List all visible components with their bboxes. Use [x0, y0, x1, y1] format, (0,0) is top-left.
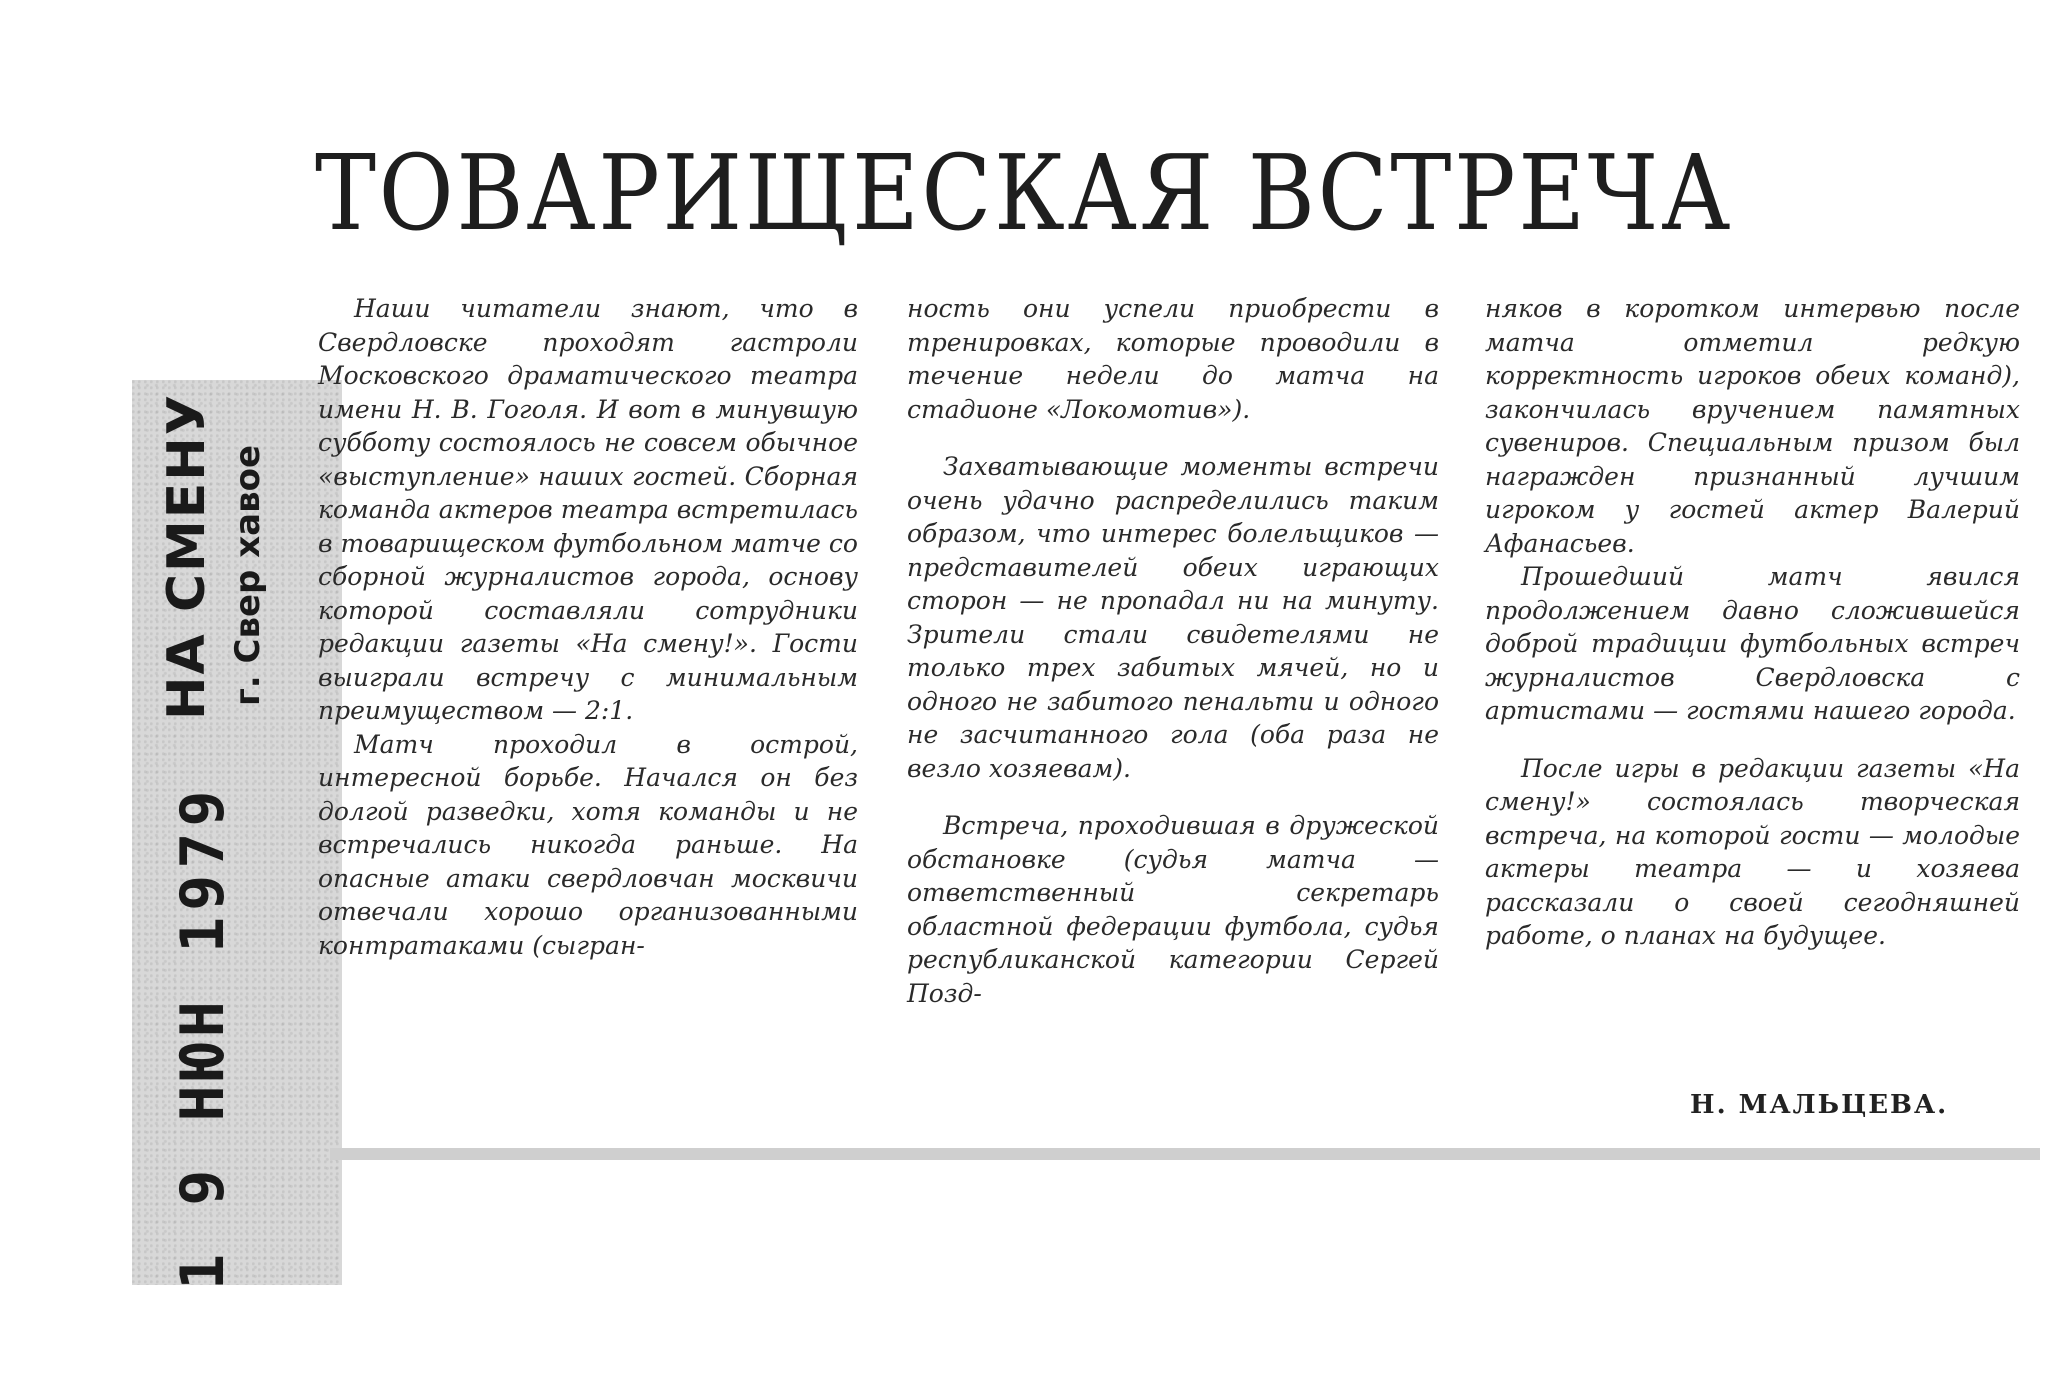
paragraph: Захватывающие моменты встречи очень удачно распределились таким образом, что интерес болельщиков — представителей обеих играющих сторон — не пропадал ни на минуту. Зрители стали свидетелями не только трех забитых мячей, но и одного не забитого пенальти и одного не засчитанного гола (оба раза не везло хозяевам).	[907, 452, 1439, 783]
paragraph: няков в коротком интервью после матча отметил редкую корректность игроков обеих команд), закончилась вручением памятных сувениров. Специальным призом был награжден признанный лучшим игроком у гостей актер Валерий Афанасьев.	[1485, 294, 2020, 558]
article-column-3	[1485, 292, 2020, 953]
paragraph: ность они успели приобрести в тренировках, которые проводили в течение недели до матча на стадионе «Локомотив»).	[907, 294, 1439, 424]
stamp-city: г. Свер xaвоe	[228, 444, 268, 706]
paragraph: Наши читатели знают, что в Свердловске проходят гастроли Московского драматического театра имени Н. В. Гоголя. И вот в минувшую субботу состоялось не совсем обычное «выступление» наших гостей. Сборная команда актеров театра встретилась в товарищеском футбольном матче со сборной журналистов города, основу которой составляли сотрудники редакции газеты «На смену!». Гости выиграли встречу с минимальным преимуществом — 2:1.	[318, 294, 858, 725]
article-column-2	[907, 292, 1439, 1010]
author-signature: Н. МАЛЬЦЕВА.	[1690, 1090, 1949, 1120]
article-column-1	[318, 292, 858, 962]
stamp-newspaper-name: НА СМЕНУ	[157, 393, 217, 720]
paragraph: Матч проходил в острой, интересной борьбе. Начался он без долгой разведки, хотя команды и не встречались никогда раньше. На опасные атаки свердловчан москвичи отвечали хорошо организованными контратаками (сыгран-	[318, 729, 858, 960]
paragraph: Встреча, проходившая в дружеской обстановке (судья матча — ответственный секретарь областной федерации футбола, судья республиканской категории Сергей Позд-	[907, 811, 1439, 1008]
scan-edge-band	[330, 1148, 2040, 1160]
paragraph: После игры в редакции газеты «На смену!» состоялась творческая встреча, на которой гости — молодые актеры театра — и хозяева рассказали о своей сегодняшней работе, о планах на будущее.	[1485, 753, 2020, 950]
paragraph: Прошедший матч явился продолжением давно сложившейся доброй традиции футбольных встреч журналистов Свердловска с артистами — гостями нашего города.	[1485, 562, 2020, 725]
stamp-date: 1 9 НЮН 1979	[168, 784, 238, 1290]
article-headline: ТОВАРИЩЕСКАЯ ВСТРЕЧА	[315, 132, 1734, 254]
